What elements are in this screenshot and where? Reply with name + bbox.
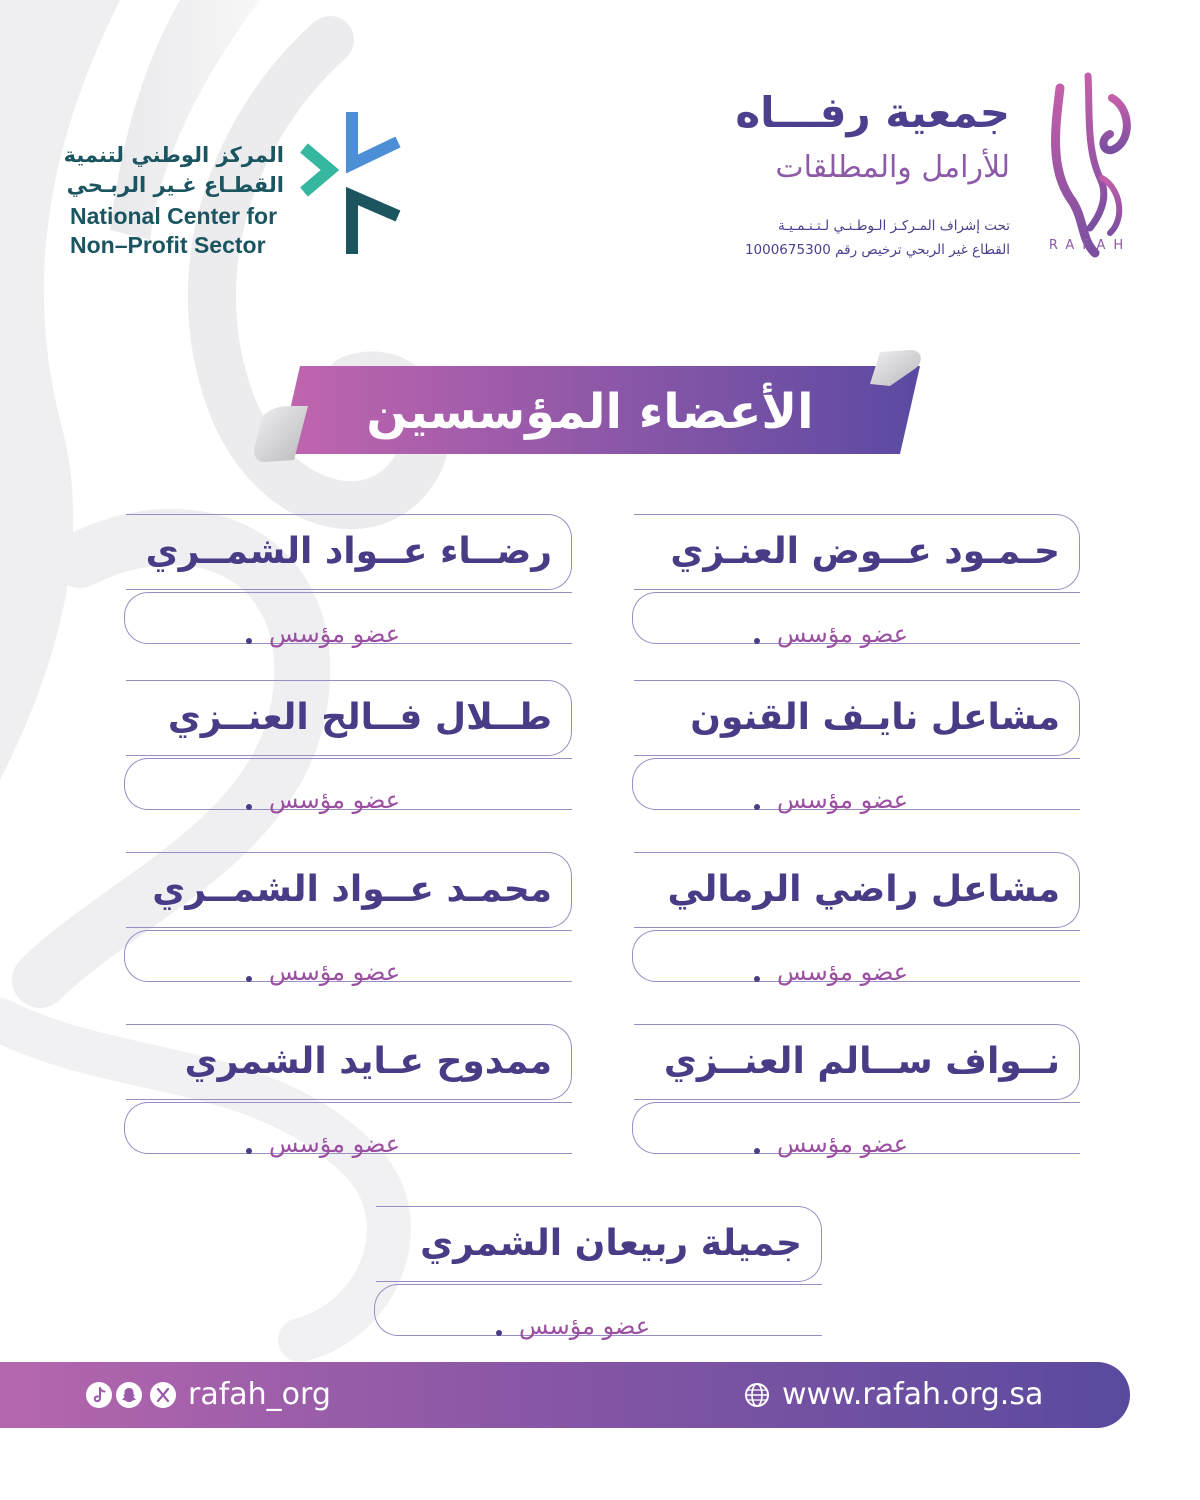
member-card — [124, 680, 572, 820]
org-license-note — [745, 214, 1010, 262]
x-icon[interactable] — [150, 1382, 176, 1408]
globe-icon — [744, 1382, 770, 1408]
member-name: رضــاء عــواد الشمــري — [145, 531, 552, 572]
member-role: عضو مؤسس — [269, 1130, 401, 1158]
role-dot — [496, 1330, 502, 1336]
banner-title: الأعضاء المؤسسين — [366, 384, 814, 440]
role-dot — [754, 804, 760, 810]
national-center-english — [70, 202, 277, 260]
member-role: عضو مؤسس — [777, 786, 909, 814]
website-link[interactable]: www.rafah.org.sa — [782, 1377, 1044, 1412]
role-dot — [246, 1148, 252, 1154]
member-card — [632, 852, 1080, 992]
member-card — [374, 1206, 822, 1346]
member-name: طــلال فــالح العنــزي — [167, 697, 552, 738]
member-name: نــواف ســالم العنــزي — [663, 1041, 1060, 1082]
role-dot — [754, 1148, 760, 1154]
role-dot — [246, 976, 252, 982]
center-ar-line2: القطـاع غـير الربـحي — [66, 173, 284, 197]
role-dot — [246, 638, 252, 644]
org-title: جمعية رفـــاه — [735, 88, 1010, 137]
member-role: عضو مؤسس — [777, 958, 909, 986]
snapchat-icon[interactable] — [116, 1382, 142, 1408]
member-name: حـمـود عــوض العنـزي — [670, 531, 1060, 572]
member-card — [124, 852, 572, 992]
member-name: ممدوح عـايد الشمري — [184, 1041, 552, 1082]
center-en-line1: National Center for — [70, 203, 278, 229]
role-dot — [754, 638, 760, 644]
center-en-line2: Non–Profit Sector — [70, 232, 266, 258]
rafah-calligraphy-logo — [1040, 68, 1140, 258]
org-note-line1: تحت إشراف المـركـز الـوطـنـي لـتـنـمـيـة — [778, 218, 1010, 234]
center-ar-line1: المركز الوطني لتنمية — [63, 143, 284, 167]
member-role: عضو مؤسس — [777, 1130, 909, 1158]
member-role: عضو مؤسس — [519, 1312, 651, 1340]
tiktok-icon[interactable] — [86, 1382, 112, 1408]
member-role: عضو مؤسس — [269, 620, 401, 648]
member-card — [632, 514, 1080, 654]
member-card — [632, 1024, 1080, 1164]
member-name: مشاعل راضي الرمالي — [667, 869, 1060, 910]
org-note-line2: القطاع غير الربحي ترخيص رقم 1000675300 — [744, 242, 1010, 258]
org-subtitle: للأرامل والمطلقات — [775, 150, 1010, 185]
member-role: عضو مؤسس — [777, 620, 909, 648]
social-handle[interactable]: rafah_org — [188, 1377, 331, 1412]
role-dot — [246, 804, 252, 810]
national-center-arabic — [64, 140, 284, 200]
member-card — [124, 1024, 572, 1164]
member-name: جميلة ربيعان الشمري — [420, 1223, 802, 1264]
member-name: مشاعل نايـف القنون — [690, 697, 1060, 738]
rafah-logo-text: RAFAH — [1048, 238, 1132, 253]
member-card — [124, 514, 572, 654]
role-dot — [754, 976, 760, 982]
member-card — [632, 680, 1080, 820]
member-name: محمـد عــواد الشمــري — [152, 869, 552, 910]
member-role: عضو مؤسس — [269, 786, 401, 814]
member-role: عضو مؤسس — [269, 958, 401, 986]
national-center-arrows-logo — [296, 108, 408, 258]
